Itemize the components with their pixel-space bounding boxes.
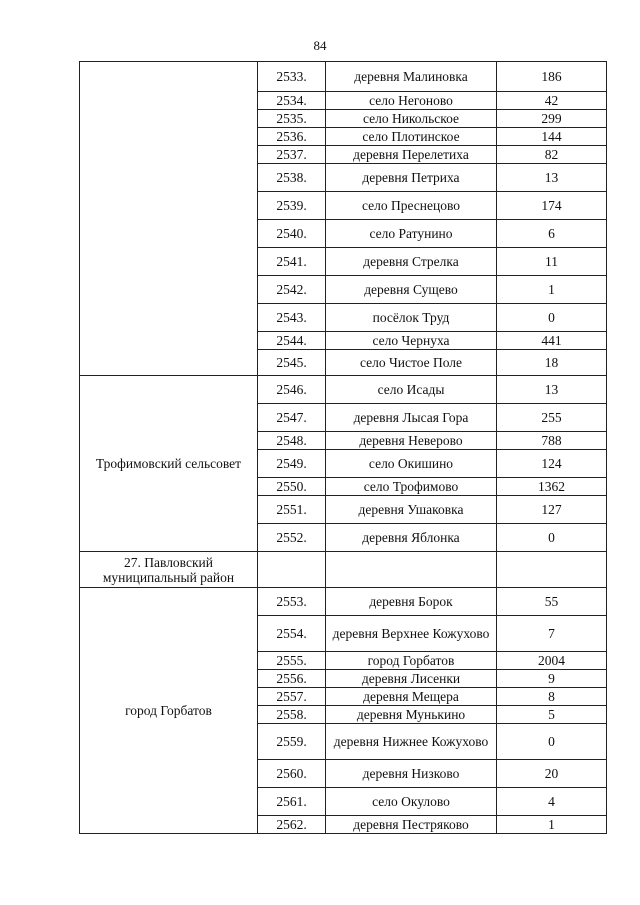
settlement-name-cell: деревня Мещера	[326, 688, 497, 706]
row-number-cell: 2550.	[258, 478, 326, 496]
table-row	[80, 62, 607, 92]
row-number-cell: 2559.	[258, 724, 326, 760]
settlement-name-cell: село Исады	[326, 376, 497, 404]
population-cell: 1362	[497, 478, 607, 496]
settlement-name-cell: село Трофимово	[326, 478, 497, 496]
population-cell: 127	[497, 496, 607, 524]
district-name-cell: 27. Павловский муниципальный район	[80, 552, 258, 588]
settlement-name-cell: село Чистое Поле	[326, 350, 497, 376]
row-number-cell: 2557.	[258, 688, 326, 706]
settlement-name-cell: деревня Неверово	[326, 432, 497, 450]
row-number-cell: 2536.	[258, 128, 326, 146]
settlement-name-cell: село Преснецово	[326, 192, 497, 220]
row-number-cell: 2533.	[258, 62, 326, 92]
settlement-name-cell: село Окишино	[326, 450, 497, 478]
row-number-cell: 2561.	[258, 788, 326, 816]
population-cell: 1	[497, 816, 607, 834]
population-cell: 788	[497, 432, 607, 450]
row-number-cell: 2549.	[258, 450, 326, 478]
population-cell: 0	[497, 304, 607, 332]
population-cell: 5	[497, 706, 607, 724]
row-number-cell: 2541.	[258, 248, 326, 276]
population-cell: 0	[497, 724, 607, 760]
population-cell: 18	[497, 350, 607, 376]
population-cell: 55	[497, 588, 607, 616]
population-cell: 124	[497, 450, 607, 478]
row-number-cell: 2555.	[258, 652, 326, 670]
settlement-name-cell: село Чернуха	[326, 332, 497, 350]
population-cell: 186	[497, 62, 607, 92]
settlement-name-cell: деревня Нижнее Кожухово	[326, 724, 497, 760]
row-number-cell: 2540.	[258, 220, 326, 248]
row-number-cell: 2545.	[258, 350, 326, 376]
population-cell: 0	[497, 524, 607, 552]
population-cell: 441	[497, 332, 607, 350]
population-cell: 8	[497, 688, 607, 706]
row-number-cell: 2538.	[258, 164, 326, 192]
settlement-name-cell: село Никольское	[326, 110, 497, 128]
settlement-name-cell: деревня Сущево	[326, 276, 497, 304]
row-number-cell	[258, 552, 326, 588]
settlement-name-cell: деревня Малиновка	[326, 62, 497, 92]
row-number-cell: 2546.	[258, 376, 326, 404]
settlement-name-cell: деревня Петриха	[326, 164, 497, 192]
row-number-cell: 2562.	[258, 816, 326, 834]
population-cell: 6	[497, 220, 607, 248]
row-number-cell: 2537.	[258, 146, 326, 164]
table-row	[80, 588, 607, 616]
population-cell: 11	[497, 248, 607, 276]
row-number-cell: 2556.	[258, 670, 326, 688]
municipality-cell	[80, 62, 258, 376]
population-cell: 13	[497, 164, 607, 192]
population-cell	[497, 552, 607, 588]
settlement-name-cell: деревня Лисенки	[326, 670, 497, 688]
population-cell: 82	[497, 146, 607, 164]
population-cell: 4	[497, 788, 607, 816]
population-cell: 7	[497, 616, 607, 652]
population-cell: 174	[497, 192, 607, 220]
row-number-cell: 2558.	[258, 706, 326, 724]
population-cell: 42	[497, 92, 607, 110]
population-cell: 299	[497, 110, 607, 128]
population-cell: 255	[497, 404, 607, 432]
row-number-cell: 2552.	[258, 524, 326, 552]
row-number-cell: 2542.	[258, 276, 326, 304]
population-cell: 13	[497, 376, 607, 404]
row-number-cell: 2548.	[258, 432, 326, 450]
population-cell: 144	[497, 128, 607, 146]
row-number-cell: 2551.	[258, 496, 326, 524]
settlement-name-cell: деревня Ушаковка	[326, 496, 497, 524]
row-number-cell: 2560.	[258, 760, 326, 788]
row-number-cell: 2534.	[258, 92, 326, 110]
row-number-cell: 2543.	[258, 304, 326, 332]
settlement-name-cell	[326, 552, 497, 588]
row-number-cell: 2553.	[258, 588, 326, 616]
settlement-name-cell: посёлок Труд	[326, 304, 497, 332]
row-number-cell: 2535.	[258, 110, 326, 128]
settlement-name-cell: деревня Яблонка	[326, 524, 497, 552]
population-cell: 1	[497, 276, 607, 304]
page-number: 84	[313, 38, 327, 53]
settlement-name-cell: село Негоново	[326, 92, 497, 110]
population-cell: 2004	[497, 652, 607, 670]
settlement-name-cell: деревня Пестряково	[326, 816, 497, 834]
population-cell: 20	[497, 760, 607, 788]
settlement-name-cell: деревня Верхнее Кожухово	[326, 616, 497, 652]
district-header-row	[80, 552, 607, 588]
municipality-cell: Трофимовский сельсовет	[80, 376, 258, 552]
settlement-name-cell: деревня Стрелка	[326, 248, 497, 276]
settlement-name-cell: село Ратунино	[326, 220, 497, 248]
settlement-name-cell: село Окулово	[326, 788, 497, 816]
settlement-name-cell: деревня Лысая Гора	[326, 404, 497, 432]
municipality-cell: город Горбатов	[80, 588, 258, 834]
row-number-cell: 2547.	[258, 404, 326, 432]
settlement-name-cell: деревня Борок	[326, 588, 497, 616]
row-number-cell: 2539.	[258, 192, 326, 220]
row-number-cell: 2544.	[258, 332, 326, 350]
settlement-name-cell: деревня Мунькино	[326, 706, 497, 724]
settlement-name-cell: город Горбатов	[326, 652, 497, 670]
settlements-table	[79, 61, 607, 834]
settlement-name-cell: село Плотинское	[326, 128, 497, 146]
settlement-name-cell: деревня Перелетиха	[326, 146, 497, 164]
table-row	[80, 376, 607, 404]
settlement-name-cell: деревня Низково	[326, 760, 497, 788]
row-number-cell: 2554.	[258, 616, 326, 652]
population-cell: 9	[497, 670, 607, 688]
